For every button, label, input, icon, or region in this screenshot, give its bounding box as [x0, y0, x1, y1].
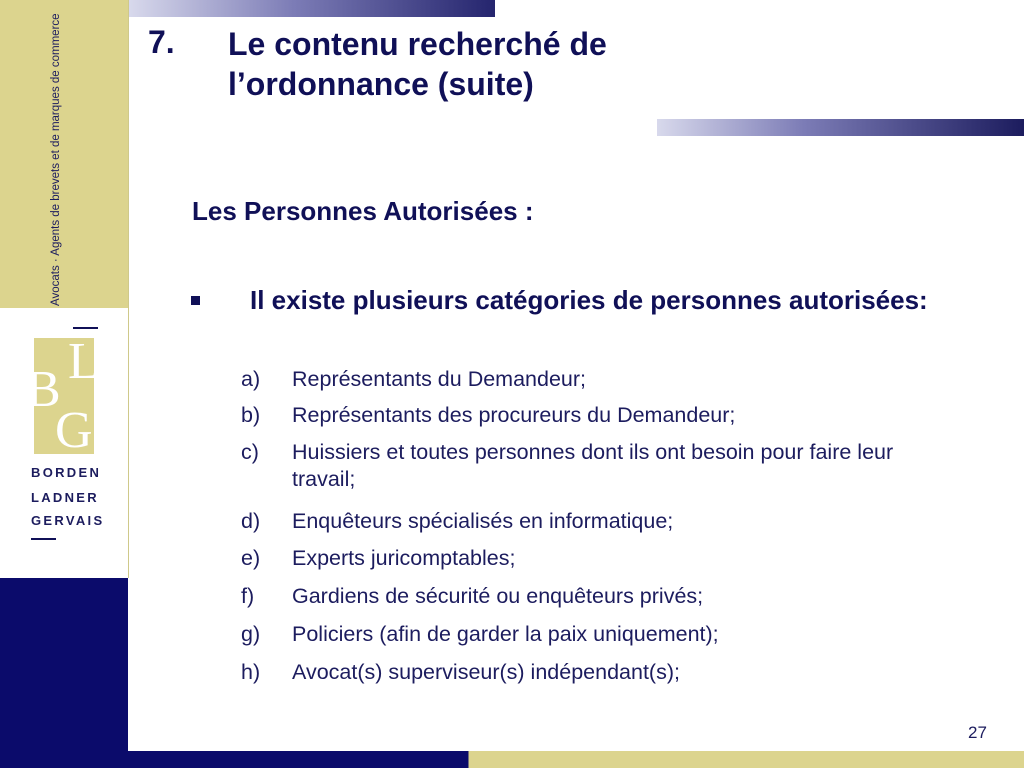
- list-item-letter: e): [241, 546, 261, 570]
- logo-word-gervais: GERVAIS: [31, 513, 105, 528]
- list-item-letter: f): [241, 584, 255, 608]
- header-gradient-bar: [129, 0, 495, 17]
- logo-letter-l: L: [68, 333, 100, 390]
- title-number: 7.: [148, 24, 175, 60]
- logo-letter-b: B: [26, 361, 61, 418]
- list-item-text: Représentants des procureurs du Demandeur;: [292, 403, 736, 427]
- square-bullet-icon: [191, 296, 200, 305]
- list-item-letter: a): [241, 367, 261, 391]
- logo-rule-bottom: [31, 538, 56, 540]
- logo-word-borden: BORDEN: [31, 465, 102, 480]
- list-item-letter: c): [241, 440, 259, 464]
- logo-rule-top: [73, 327, 98, 329]
- list-item-text: Représentants du Demandeur;: [292, 367, 587, 391]
- list-item-text: Experts juricomptables;: [292, 546, 516, 570]
- logo-word-ladner: LADNER: [31, 490, 99, 505]
- sidebar-top-panel: [0, 0, 128, 308]
- list-item-text: Policiers (afin de garder la paix uniquement);: [292, 622, 719, 646]
- list-item-letter: h): [241, 660, 261, 684]
- sidebar-divider: [128, 0, 129, 578]
- list-item-letter: b): [241, 403, 261, 427]
- title-gradient-bar: [657, 119, 1024, 136]
- list-item-letter: d): [241, 509, 261, 533]
- sidebar-bottom-panel: [0, 578, 128, 768]
- section-subtitle: Les Personnes Autorisées :: [192, 196, 534, 226]
- logo-letter-g: G: [55, 402, 93, 459]
- page-title: Le contenu recherché de l’ordonnance (suite): [228, 26, 607, 102]
- list-item-text: Huissiers et toutes personnes dont ils ont besoin pour faire leur travail;: [292, 440, 894, 491]
- list-item-text: Gardiens de sécurité ou enquêteurs privés;: [292, 584, 704, 608]
- list-item-letter: g): [241, 622, 261, 646]
- sidebar-tagline: Avocats · Agents de brevets et de marques de commerce: [50, 13, 62, 306]
- bullet-text: Il existe plusieurs catégories de personnes autorisées:: [250, 285, 928, 315]
- page-number: 27: [968, 723, 987, 742]
- footer-strip: [128, 751, 1024, 768]
- list-item-text: Avocat(s) superviseur(s) indépendant(s);: [292, 660, 680, 684]
- list-item-text: Enquêteurs spécialisés en informatique;: [292, 509, 674, 533]
